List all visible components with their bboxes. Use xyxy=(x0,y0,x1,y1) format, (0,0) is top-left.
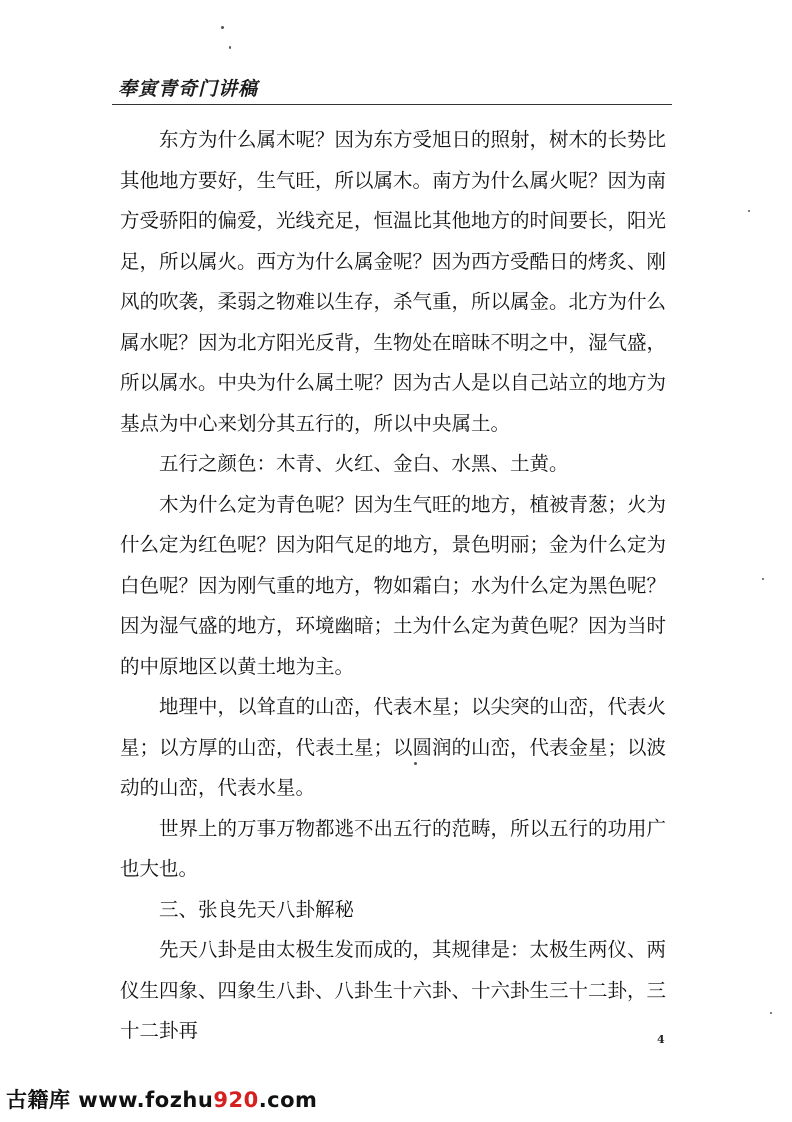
watermark-prefix: 古籍库 www.fozhu xyxy=(6,1088,214,1112)
paragraph-colors-heading: 五行之颜色：木青、火红、金白、水黑、土黄。 xyxy=(159,452,569,475)
scan-speck xyxy=(414,762,417,765)
scan-speck xyxy=(221,26,224,29)
body-text xyxy=(120,120,668,1052)
running-header-title: 奉寅青奇门讲稿 xyxy=(118,78,259,100)
paragraph-wuxing-summary: 世界上的万事万物都逃不出五行的范畴，所以五行的功用广也大也。 xyxy=(120,816,667,880)
header-rule xyxy=(112,104,672,105)
section-heading: 三、张良先天八卦解秘 xyxy=(159,897,355,921)
paragraph-directions: 东方为什么属木呢？因为东方受旭日的照射，树木的长势比其他地方要好，生气旺，所以属木。南方为什么属火呢？因为南方受骄阳的偏爱，光线充足，恒温比其他地方的时间要长，阳光足，所以属火。西方为什么属金呢？因为西方受酷日的烤炙、刚风的吹袭，柔弱之物难以生存，杀气重，所以属金。北方为什么属水呢？因为北方阳光反背，生物处在暗昧不明之中，湿气盛，所以属水。中央为什么属土呢？因为古人是以自己站立的地方为基点为中心来划分其五行的，所以中央属土。 xyxy=(120,128,667,435)
watermark-suffix: .com xyxy=(258,1088,318,1112)
paragraph-mountains: 地理中，以耸直的山峦，代表木星；以尖突的山峦，代表火星；以方厚的山峦，代表土星；以圆润的山峦，代表金星；以波动的山峦，代表水星。 xyxy=(120,695,667,799)
page-number: 4 xyxy=(657,1033,665,1046)
scan-speck xyxy=(229,46,231,49)
site-watermark xyxy=(0,1082,325,1116)
scan-speck xyxy=(748,210,750,212)
scan-speck xyxy=(762,578,764,580)
scan-speck xyxy=(770,1012,772,1014)
watermark-number: 920 xyxy=(213,1088,259,1112)
paragraph-colors-explained: 木为什么定为青色呢？因为生气旺的地方，植被青葱；火为什么定为红色呢？因为阳气足的地方，景色明丽；金为什么定为白色呢？因为刚气重的地方，物如霜白；水为什么定为黑色呢？因为湿气盛的地方，环境幽暗；土为什么定为黄色呢？因为当时的中原地区以黄土地为主。 xyxy=(120,492,667,678)
paragraph-bagua: 先天八卦是由太极生发而成的，其规律是：太极生两仪、两仪生四象、四象生八卦、八卦生十六卦、十六卦生三十二卦，三十二卦再 xyxy=(120,938,667,1042)
